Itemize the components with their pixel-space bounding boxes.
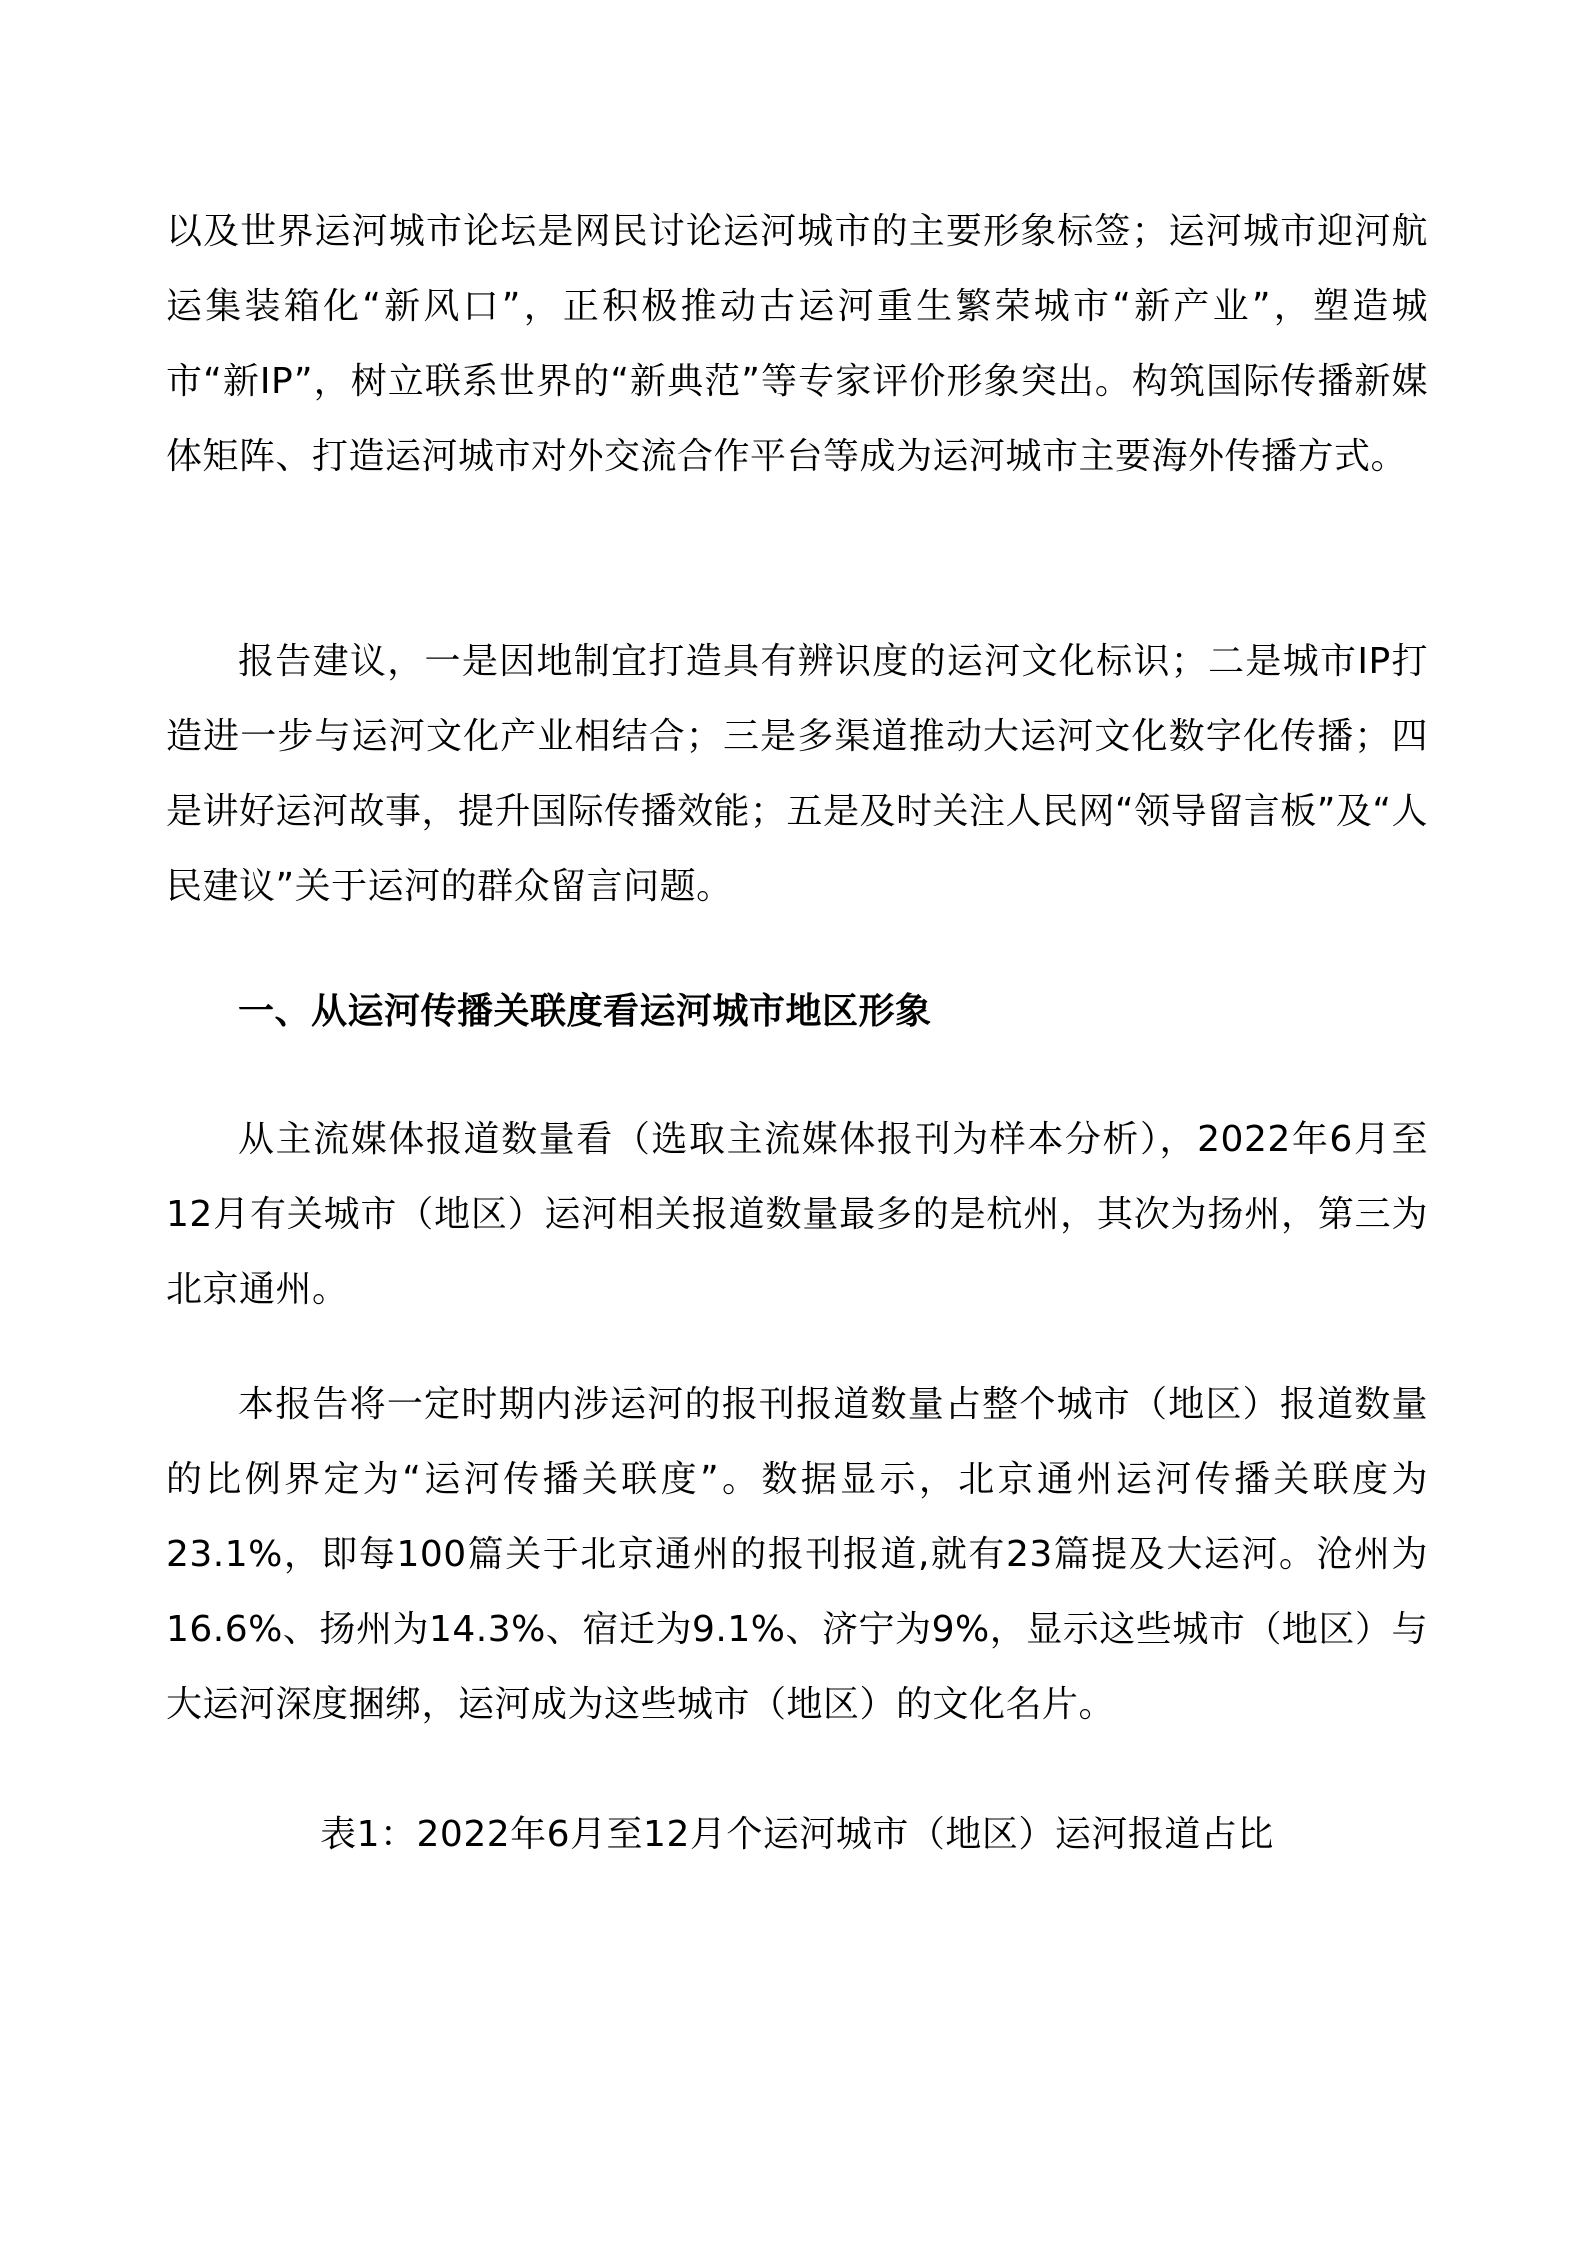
section-heading: 一、从运河传播关联度看运河城市地区形象 — [238, 991, 932, 1032]
paragraph-report-recommendations: 报告建议，一是因地制宜打造具有辨识度的运河文化标识；二是城市IP打造进一步与运河文化产业相结合；三是多渠道推动大运河文化数字化传播；四是讲好运河故事，提升国际传播效能；五是及时关注人民网“领导留言板”及“人民建议”关于运河的群众留言问题。 — [166, 641, 1428, 907]
paragraph-media-report-volume: 从主流媒体报道数量看（选取主流媒体报刊为样本分析），2022年6月至12月有关城市（地区）运河相关报道数量最多的是杭州，其次为扬州，第三为北京通州。 — [166, 1119, 1428, 1310]
paragraph-city-image-tags: 以及世界运河城市论坛是网民讨论运河城市的主要形象标签；运河城市迎河航运集装箱化“新风口”，正积极推动古运河重生繁荣城市“新产业”，塑造城市“新IP”，树立联系世界的“新典范”等专家评价形象突出。构筑国际传播新媒体矩阵、打造运河城市对外交流合作平台等成为运河城市主要海外传播方式。 — [166, 211, 1428, 477]
table-caption: 表1：2022年6月至12月个运河城市（地区）运河报道占比 — [320, 1814, 1274, 1855]
paragraph-canal-relevance: 本报告将一定时期内涉运河的报刊报道数量占整个城市（地区）报道数量的比例界定为“运河传播关联度”。数据显示，北京通州运河传播关联度为23.1%，即每100篇关于北京通州的报刊报道,就有23篇提及大运河。沧州为16.6%、扬州为14.3%、宿迁为9.1%、济宁为9%，显示这些城市（地区）与大运河深度捆绑，运河成为这些城市（地区）的文化名片。 — [166, 1384, 1428, 1725]
